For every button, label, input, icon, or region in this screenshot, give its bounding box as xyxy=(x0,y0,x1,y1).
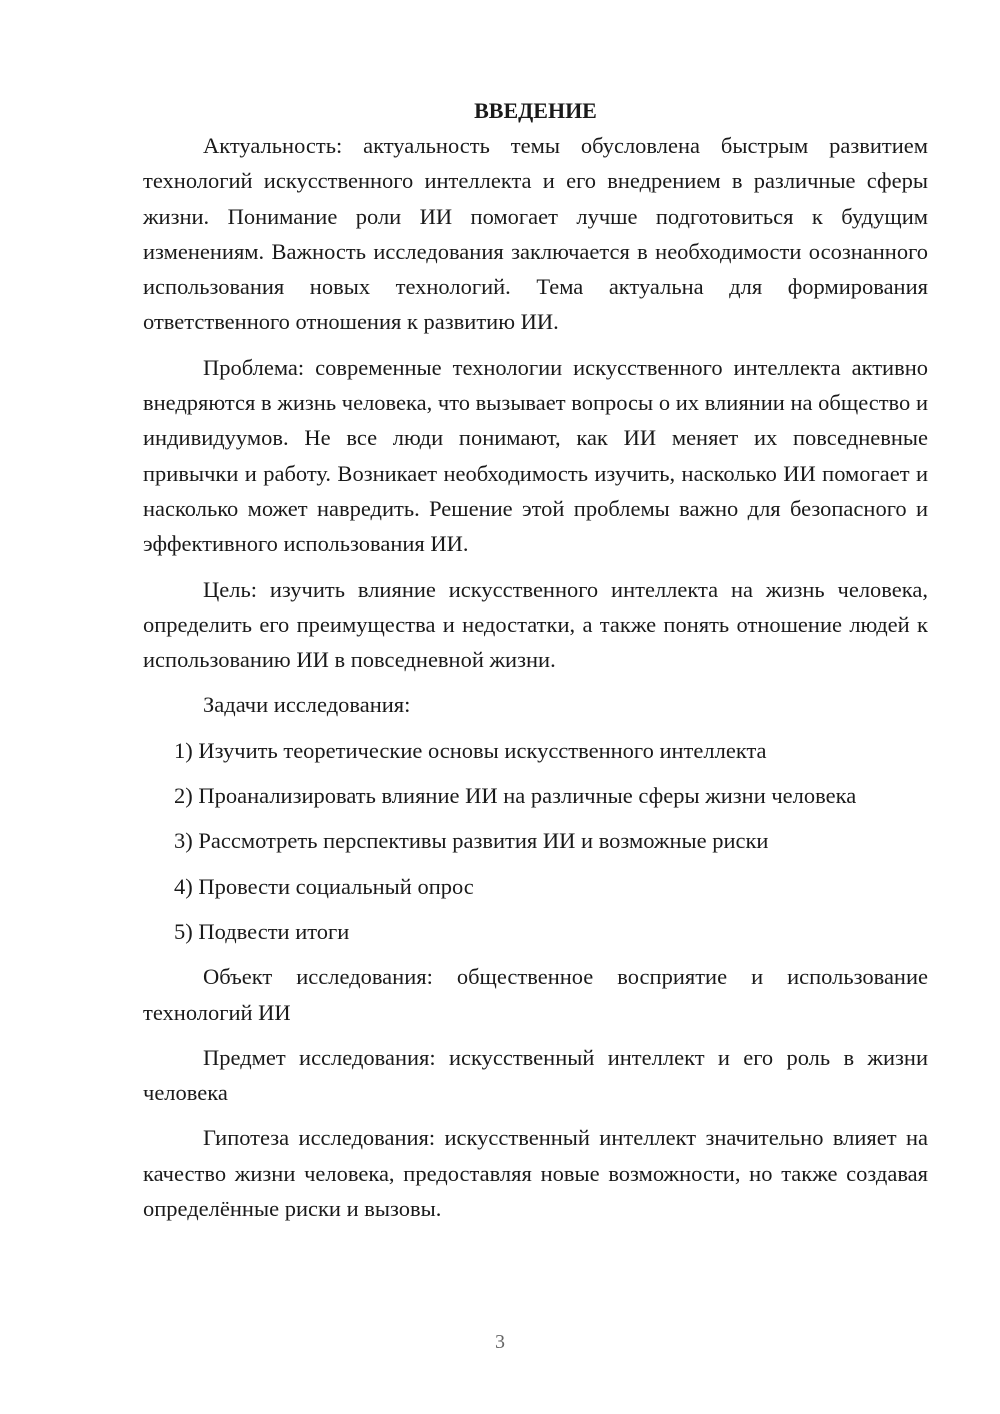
paragraph-hypothesis: Гипотеза исследования: искусственный интеллект значительно влияет на качество жизни человека, предоставляя новые возможности, но также создавая определённые риски и вызовы. xyxy=(143,1125,928,1222)
paragraph-goal: Цель: изучить влияние искусственного интеллекта на жизнь человека, определить его преимущества и недостатки, а также понять отношение людей к использованию ИИ в повседневной жизни. xyxy=(143,576,928,673)
page-number: 3 xyxy=(495,1331,505,1353)
tasks-heading: Задачи исследования: xyxy=(203,692,411,718)
paragraph-relevance: Актуальность: актуальность темы обусловлена быстрым развитием технологий искусственного интеллекта и его внедрением в различные сферы жизни. Понимание роли ИИ помогает лучше подготовиться к будущим изменениям. Важность исследования заключается в необходимости осознанного использования новых технологий. Тема актуальна для формирования ответственного отношения к развитию ИИ. xyxy=(143,133,928,335)
task-item-1: 1) Изучить теоретические основы искусственного интеллекта xyxy=(174,737,767,763)
task-item-4: 4) Провести социальный опрос xyxy=(174,873,474,899)
task-item-3: 3) Рассмотреть перспективы развития ИИ и возможные риски xyxy=(174,828,769,854)
task-item-2: 2) Проанализировать влияние ИИ на различные сферы жизни человека xyxy=(174,783,857,809)
document-page xyxy=(143,93,928,1226)
paragraph-object: Объект исследования: общественное восприятие и использование технологий ИИ xyxy=(143,964,928,1025)
paragraph-problem: Проблема: современные технологии искусственного интеллекта активно внедряются в жизнь человека, что вызывает вопросы о их влиянии на общество и индивидуумов. Не все люди понимают, как ИИ меняет их повседневные привычки и работу. Возникает необходимость изучить, насколько ИИ помогает и насколько может навредить. Решение этой проблемы важно для безопасного и эффективного использования ИИ. xyxy=(143,354,928,557)
task-item-5: 5) Подвести итоги xyxy=(174,918,350,944)
paragraph-subject: Предмет исследования: искусственный интеллект и его роль в жизни человека xyxy=(143,1044,928,1106)
page-title: ВВЕДЕНИЕ xyxy=(474,98,597,123)
